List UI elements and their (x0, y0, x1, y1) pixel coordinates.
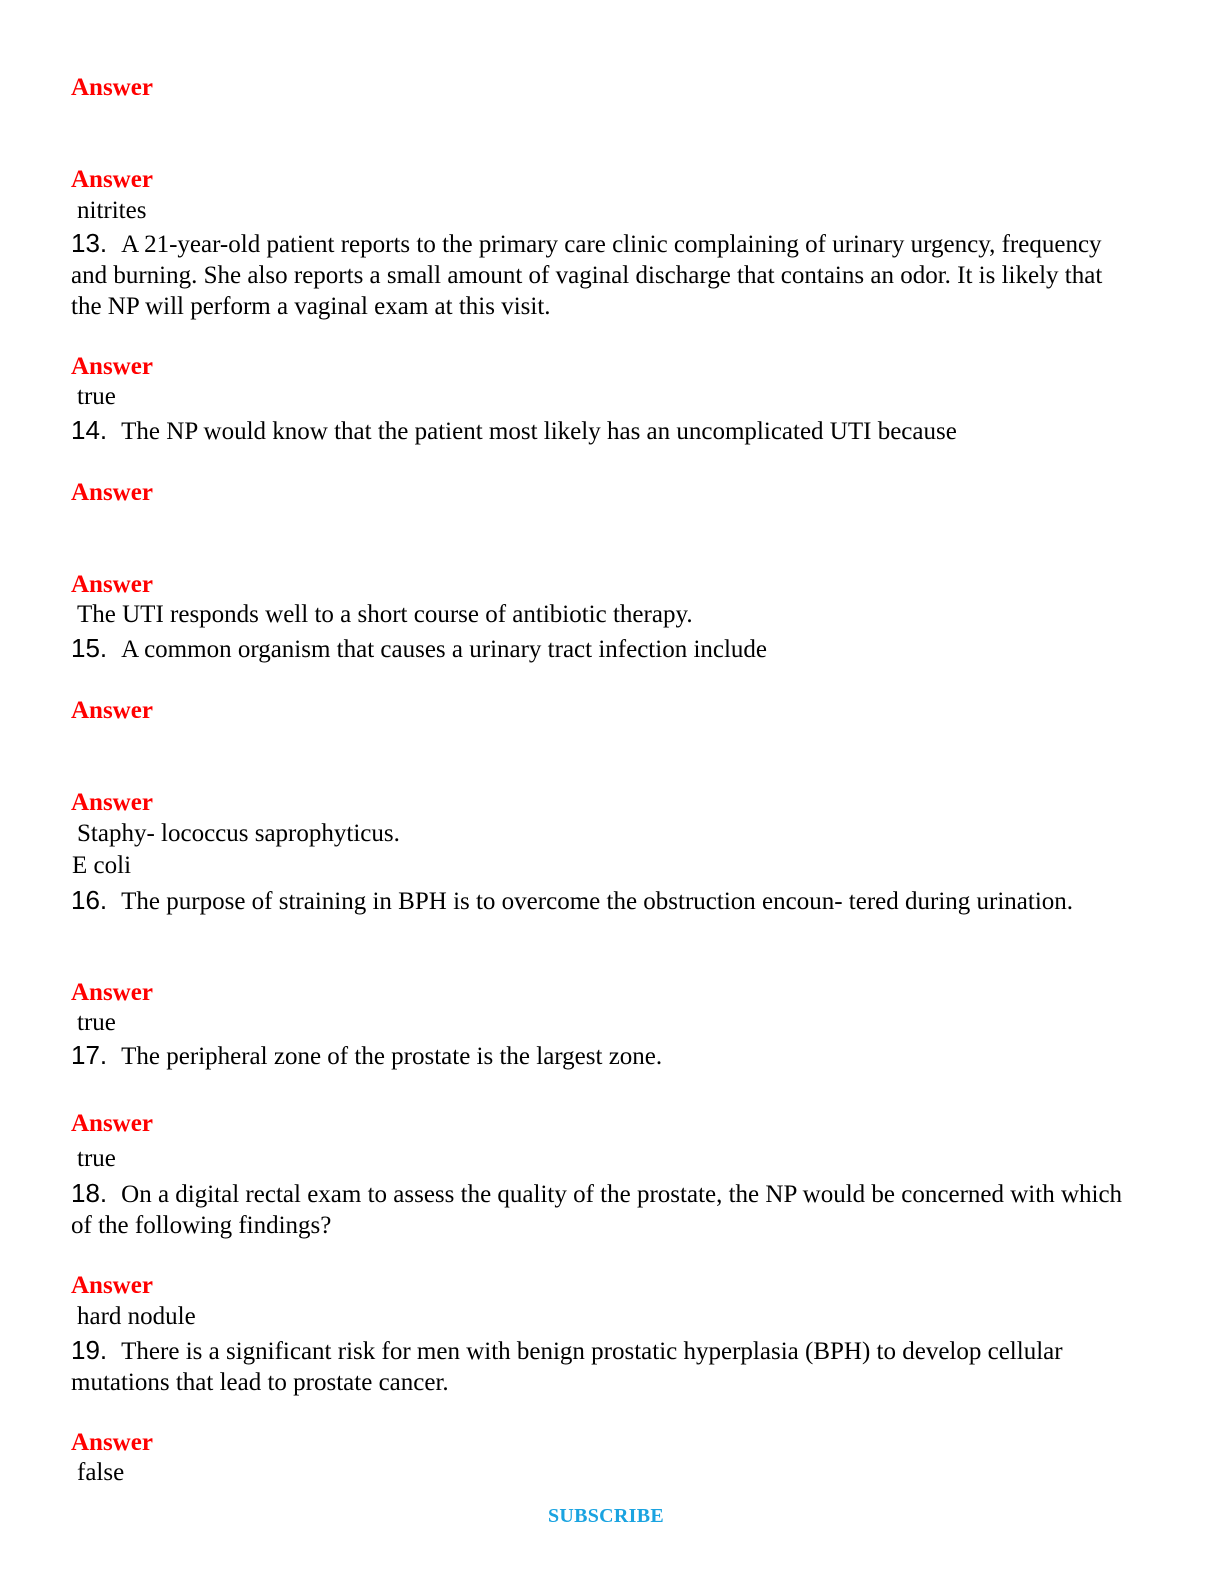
question-17 (71, 1040, 1131, 1072)
question-text: A common organism that causes a urinary tract infection include (121, 636, 768, 663)
answer-label: Answer (71, 697, 153, 724)
question-text: A 21-year-old patient reports to the primary care clinic complaining of urinary urgency, frequency and burning. She also reports a small amount of vaginal discharge that contains an odor. It is likely that the NP will perform a vaginal exam at this visit. (71, 231, 1103, 320)
answer-text: false (77, 1459, 125, 1486)
answer-label: Answer (71, 979, 153, 1006)
question-14 (71, 415, 1131, 447)
question-13 (71, 228, 1131, 322)
answer-label: Answer (71, 571, 153, 598)
question-number: 14. (71, 415, 108, 445)
answer-label: Answer (71, 74, 153, 101)
question-15 (71, 633, 1131, 665)
answer-text: E coli (72, 852, 132, 879)
answer-text: The UTI responds well to a short course of antibiotic therapy. (77, 601, 693, 628)
answer-text: true (77, 383, 116, 410)
answer-label: Answer (71, 1110, 153, 1137)
answer-label: Answer (71, 1429, 153, 1456)
question-text: The peripheral zone of the prostate is the largest zone. (121, 1043, 663, 1070)
subscribe-link[interactable]: SUBSCRIBE (547, 1505, 665, 1527)
question-number: 16. (71, 885, 108, 915)
question-number: 15. (71, 633, 108, 663)
question-18 (71, 1178, 1131, 1241)
question-19 (71, 1335, 1131, 1398)
answer-label: Answer (71, 789, 153, 816)
answer-label: Answer (71, 166, 153, 193)
question-text: The purpose of straining in BPH is to overcome the obstruction encoun- tered during urination. (121, 888, 1074, 915)
answer-label: Answer (71, 1272, 153, 1299)
question-text: The NP would know that the patient most likely has an uncomplicated UTI because (121, 418, 957, 445)
answer-text: nitrites (77, 197, 147, 224)
question-number: 17. (71, 1040, 108, 1070)
answer-text: true (77, 1145, 116, 1172)
answer-label: Answer (71, 353, 153, 380)
answer-text: hard nodule (77, 1303, 196, 1330)
answer-text: Staphy- lococcus saprophyticus. (77, 820, 400, 847)
answer-label: Answer (71, 479, 153, 506)
question-number: 13. (71, 228, 108, 258)
question-text: On a digital rectal exam to assess the quality of the prostate, the NP would be concerned with which of the following findings? (71, 1181, 1123, 1239)
question-16 (71, 885, 1131, 917)
question-text: There is a significant risk for men with benign prostatic hyperplasia (BPH) to develop cellular mutations that lead to prostate cancer. (71, 1338, 1063, 1396)
question-number: 19. (71, 1335, 108, 1365)
question-number: 18. (71, 1178, 108, 1208)
answer-text: true (77, 1009, 116, 1036)
